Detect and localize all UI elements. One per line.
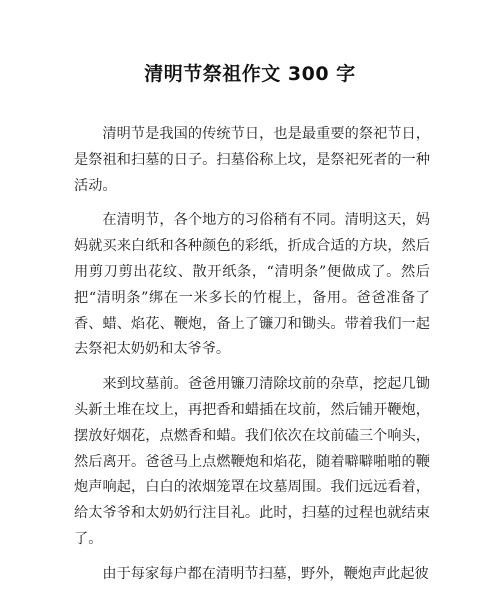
- paragraph-4: 由于每家每户都在清明节扫墓，野外，鞭炮声此起彼: [102, 565, 429, 582]
- document-title: 清明节祭祖作文 300 字: [144, 63, 356, 85]
- paragraph-3: 来到坟墓前。爸爸用镰刀清除坟前的杂草，挖起几锄头新土堆在坟上，再把香和蜡插在坟前，然后铺开鞭炮，摆放好烟花，点燃香和蜡。我们依次在坟前磕三个响头，然后离开。爸爸马上点燃鞭炮和焰花，随着噼噼啪啪的鞭炮声响起，白白的浓烟笼罩在坟墓周围。我们远远看着，给太爷爷和太奶奶行注目礼。此时，扫墓的过程也就结束了。: [74, 376, 430, 547]
- paragraph-1: 清明节是我国的传统节日，也是最重要的祭祀节日，是祭祖和扫墓的日子。扫墓俗称上坟，是祭祀死者的一种活动。: [74, 126, 430, 194]
- document-body: [74, 122, 430, 597]
- paragraph-2: 在清明节，各个地方的习俗稍有不同。清明这天，妈妈就买来白纸和各种颜色的彩纸，折成合适的方块，然后用剪刀剪出花纹、散开纸条，“清明条”便做成了。然后把“清明条”绑在一米多长的竹棍上，备用。爸爸准备了香、蜡、焰花、鞭炮，备上了镰刀和锄头。带着我们一起去祭祀太奶奶和太爷爷。: [74, 212, 430, 358]
